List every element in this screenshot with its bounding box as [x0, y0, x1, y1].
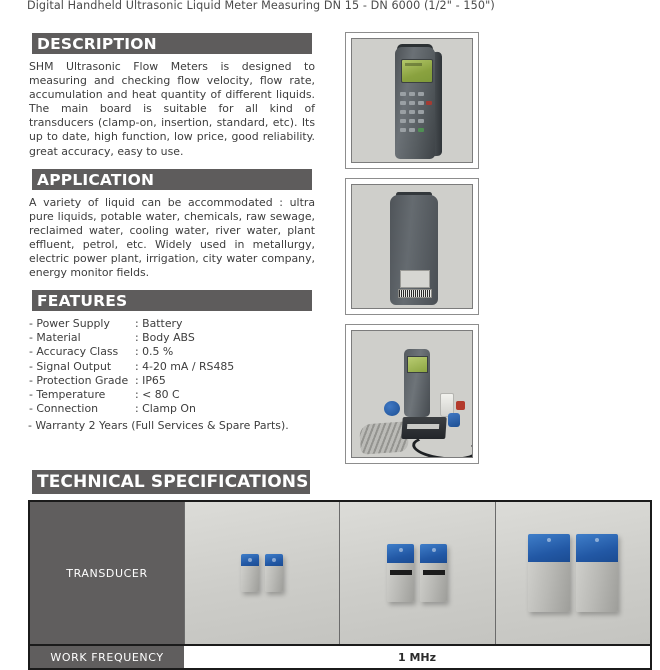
header-right-accent [312, 33, 316, 54]
warranty-note: - Warranty 2 Years (Full Services & Spare Parts). [28, 418, 289, 432]
header-left-accent [28, 33, 32, 54]
transducer-casing [265, 566, 283, 592]
feature-value: : < 80 C [135, 387, 180, 401]
section-title-application: APPLICATION [37, 170, 155, 189]
transducer-label-strip [390, 570, 412, 575]
feature-item [29, 388, 316, 402]
transducer-unit [528, 534, 570, 612]
transducer-pair [496, 502, 650, 644]
transducer-blue-cap [387, 544, 414, 564]
feature-value: : 0.5 % [135, 345, 174, 359]
transducer-pair [185, 502, 339, 644]
transducer-blue-cap [420, 544, 447, 564]
transducer-knob [595, 538, 599, 542]
section-header-application [28, 169, 316, 190]
device-keypad [400, 92, 432, 137]
transducer-casing [576, 562, 618, 612]
product-photo-rear [345, 178, 479, 315]
transducer-knob [272, 558, 276, 562]
feature-name: - Protection Grade [29, 373, 129, 387]
transducer-pair [340, 502, 494, 644]
transducer-knob [547, 538, 551, 542]
transducer-casing [241, 566, 259, 592]
feature-value: : Body ABS [135, 331, 195, 345]
kit-red-part [456, 401, 465, 410]
transducer-photo-medium [339, 502, 494, 644]
kit-blue-reel [384, 401, 400, 416]
photo-inner [351, 38, 473, 163]
feature-value: : Battery [135, 317, 183, 331]
transducer-blue-cap [576, 534, 618, 564]
photo-inner [351, 184, 473, 309]
transducer-unit [420, 544, 447, 602]
header-left-accent [28, 290, 32, 311]
header-right-accent [312, 169, 316, 190]
header-right-accent [310, 470, 314, 494]
work-frequency-value: 1 MHz [184, 646, 650, 668]
application-text: A variety of liquid can be accommodated : ultra pure liquids, potable water, chemicals, raw sewage, reclaimed water, cooling water, river water, plant effluent, petrol, etc. Widely used in metallurgy, electric power plant, irrigation, city water company, energy monitor fields. [29, 195, 315, 280]
kit-blue-transducer [448, 413, 460, 427]
table-row-transducer [30, 502, 650, 644]
transducer-blue-cap [528, 534, 570, 564]
transducer-casing [420, 563, 447, 602]
feature-name: - Connection [29, 401, 99, 415]
feature-item [29, 360, 316, 374]
feature-name: - Signal Output [29, 359, 112, 373]
product-photo-kit [345, 324, 479, 464]
transducer-photo-large [495, 502, 650, 644]
device-lcd-screen [401, 59, 433, 83]
feature-item [29, 317, 316, 331]
section-title-features: FEATURES [37, 292, 128, 311]
row-label-work-frequency: WORK FREQUENCY [30, 646, 184, 668]
product-photo-front [345, 32, 479, 169]
section-title-description: DESCRIPTION [37, 35, 157, 53]
transducer-knob [248, 558, 252, 562]
feature-name: - Temperature [29, 387, 106, 401]
description-text: SHM Ultrasonic Flow Meters is designed to measuring and checking flow velocity, flow rate, accumulation and heat quantity of different liquids. The main board is suitable for all kind of transducers (clamp-on, insertion, standard, etc). Its up to date, high function, low price, good reliability. great accuracy, easy to use. [29, 60, 315, 158]
feature-name: - Material [29, 331, 81, 345]
transducer-knob [399, 548, 403, 552]
section-header-features [28, 290, 316, 311]
transducer-label-strip [423, 570, 445, 575]
row-label-transducer: TRANSDUCER [30, 502, 184, 644]
section-header-description [28, 33, 316, 54]
feature-item [29, 402, 316, 416]
feature-value: : 4-20 mA / RS485 [135, 359, 235, 373]
transducer-casing [387, 563, 414, 602]
feature-item [29, 331, 316, 345]
feature-value: : IP65 [135, 373, 166, 387]
transducer-casing [528, 562, 570, 612]
device-product-label [400, 270, 430, 288]
transducer-unit [576, 534, 618, 612]
feature-name: - Accuracy Class [29, 345, 119, 359]
content-column [28, 33, 316, 433]
feature-value: : Clamp On [135, 401, 196, 415]
kit-meter-screen [407, 356, 428, 373]
table-row-work-frequency [30, 644, 650, 668]
feature-item [29, 374, 316, 388]
header-right-accent [312, 290, 316, 311]
features-list [29, 317, 316, 416]
feature-item [29, 345, 316, 359]
transducer-unit [241, 554, 259, 592]
photo-inner [351, 330, 473, 458]
header-left-accent [28, 169, 32, 190]
transducer-unit [387, 544, 414, 602]
transducer-unit [265, 554, 283, 592]
feature-name: - Power Supply [29, 317, 110, 331]
page-subtitle: Digital Handheld Ultrasonic Liquid Meter Measuring DN 15 - DN 6000 (1/2" - 150") [27, 0, 495, 12]
section-title-technical-specifications: TECHNICAL SPECIFICATIONS [37, 472, 309, 492]
transducer-photo-small [184, 502, 339, 644]
section-header-technical-specifications [28, 470, 314, 494]
transducer-knob [432, 548, 436, 552]
kit-cable [411, 433, 473, 458]
specifications-table [28, 500, 652, 670]
header-left-accent [28, 470, 32, 494]
device-barcode [398, 289, 432, 298]
